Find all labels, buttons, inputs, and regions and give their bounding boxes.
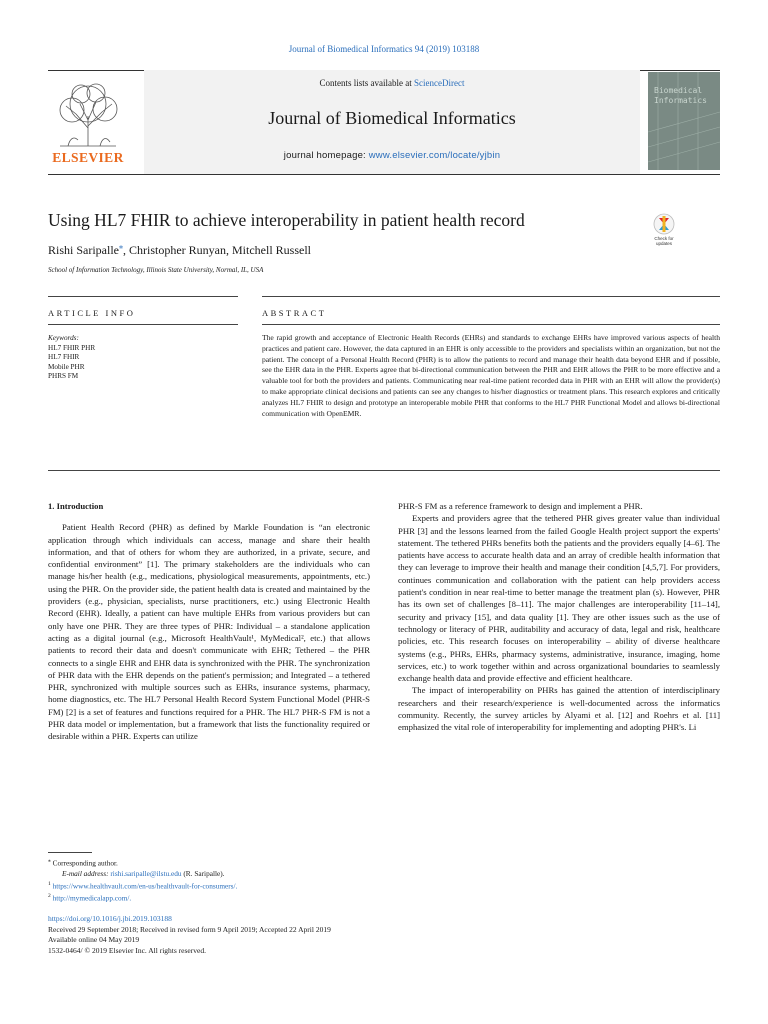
email-label: E-mail address: xyxy=(62,868,111,878)
journal-citation[interactable]: Journal of Biomedical Informatics 94 (2019) 103188 xyxy=(288,44,480,54)
corresponding-footnote-mark: ⁎ xyxy=(48,858,51,864)
contents-prefix: Contents lists available at xyxy=(319,78,414,88)
author-name[interactable]: Mitchell Russell xyxy=(232,243,311,257)
corresponding-author-text: Corresponding author. xyxy=(52,858,118,868)
journal-masthead xyxy=(144,70,640,174)
corresponding-author-footnote xyxy=(48,856,378,869)
corresponding-author-mark[interactable]: ⁎ xyxy=(119,242,123,251)
article-info-top-rule xyxy=(48,296,238,297)
homepage-link[interactable]: www.elsevier.com/locate/yjbin xyxy=(368,150,501,161)
footnote-1 xyxy=(48,879,378,892)
journal-cover-thumbnail[interactable] xyxy=(648,72,720,170)
journal-header xyxy=(48,70,720,174)
abstract-top-rule xyxy=(262,296,720,297)
cover-title: Biomedical Informatics xyxy=(654,86,707,105)
homepage-label: journal homepage: xyxy=(283,150,369,161)
doi-link[interactable]: https://doi.org/10.1016/j.jbi.2019.103188 xyxy=(48,914,172,923)
footnote-2-mark: 2 xyxy=(48,893,51,900)
footnote-1-mark: 1 xyxy=(48,880,51,887)
abstract-bottom-rule xyxy=(48,470,720,471)
article-info-mid-rule xyxy=(48,324,238,325)
keywords-label: Keywords: xyxy=(48,334,79,342)
keyword-item: Mobile PHR xyxy=(48,362,85,371)
article-title: Using HL7 FHIR to achieve interoperability in patient health record xyxy=(48,210,525,230)
footnote-2 xyxy=(48,891,378,904)
body-paragraph: PHR-S FM as a reference framework to design and implement a PHR. xyxy=(398,501,643,511)
keyword-item: HL7 FHIR PHR xyxy=(48,343,96,352)
author-name[interactable]: Rishi Saripalle xyxy=(48,243,119,257)
footnotes-block xyxy=(48,856,378,904)
online-date: Available online 04 May 2019 xyxy=(48,935,140,944)
abstract-heading: ABSTRACT xyxy=(262,308,327,318)
crossmark-label: Check for updates xyxy=(654,236,674,246)
author-name[interactable]: Christopher Runyan xyxy=(129,243,226,257)
publication-info xyxy=(48,914,448,956)
abstract-text: The rapid growth and acceptance of Electronic Health Records (EHRs) and standards to exchange EHRs have improved various aspects of health practices and patient care. However, the data captured in an EHR is only accessible to the providers and specialists within an organization, but not the patient. The concept of a Personal Health Record (PHR) is to allow the patients to record and manage their health data beyond EHR and if possible, see the EHR data in the PHR. Experts agree that bi-directional communication between the PHR and EHR allows the PHR to be more effective and a valuable tool for both the providers and patients. Communicating near real-time patient recorded data in PHR with an EHR will allow the provider(s) to make appropriate clinical decisions and patients can see any changes to his/her diagnostics or treatment plans. This research explores and critically analyzes HL7 FHIR to design and prototype an interoperable mobile PHR that conforms to the HL7 PHR Functional Model and allows bi-directional communication with OpenEMR. xyxy=(262,333,720,418)
keyword-item: PHRS FM xyxy=(48,372,79,380)
author-list: Rishi Saripalle⁎, Christopher Runyan, Mitchell Russell xyxy=(48,242,311,257)
publication-dates: Received 29 September 2018; Received in revised form 9 April 2019; Accepted 22 April 2019 xyxy=(48,924,331,934)
keywords-block xyxy=(48,334,238,382)
journal-homepage xyxy=(144,150,640,161)
email-link[interactable]: rishi.saripalle@ilstu.edu xyxy=(110,868,182,878)
body-paragraph: The impact of interoperability on PHRs has gained the attention of interdisciplinary researchers and their research/experience is well-documented across the informatics community. Recently, the survey articles by Alyami et al. [12] and Roehrs et al. [11] emphasized the vital role of interoperability for implementing and adopting PHR's. Li xyxy=(398,685,720,733)
body-paragraph: Patient Health Record (PHR) as defined by Markle Foundation is “an electronic application through which individuals can access, manage and share their health information, and that of others for whom they are authorized, in a private, secure, and confidential environment” [1]. The primary stakeholders are the individuals who can manage his/her health (e.g., medications, physiological measurements, appointments, etc.) using the PHR. On the provider side, the patient health data is created and maintained by the providers (e.g., physician, specialists, nurse practitioners, etc.) using Electronic Health Record (EHR). Ideally, a patient can have multiple EHRs from various providers but can only have one PHR. They are three types of PHR: Individual – a standalone application acting as a digital journal (e.g., Microsoft HealthVault¹, MyMedical², etc.) that allows patients to record their data and doesn't communicate with EHR; Tethered – the PHR connects to a single EHR and EHR data is synchronized with the PHR. The synchronization of PHR data with the EHR depends on the patient's permission; and Integrated – a tethered PHR, synchronized with multiple sources such as EHRs, insurance systems, pharmacy, home diagnostics, etc. The HL7 Personal Health Record System Functional Model (PHR-S FM) [2] is a set of features and functions required for a PHR. The HL7 PHR-S FM is not a PHR data model or implementation, but a framework that lists the functionality required or desirable within a PHR. Experts can utilize xyxy=(48,522,370,742)
footnote-rule xyxy=(48,852,92,853)
journal-title: Journal of Biomedical Informatics xyxy=(268,108,516,128)
header-bottom-rule xyxy=(48,174,720,175)
copyright-line: 1532-0464/ © 2019 Elsevier Inc. All rights reserved. xyxy=(48,945,206,955)
author-affiliation: School of Information Technology, Illinois State University, Normal, IL, USA xyxy=(48,266,264,274)
abstract-mid-rule xyxy=(262,324,720,325)
article-info-heading: ARTICLE INFO xyxy=(48,308,136,318)
body-left-column xyxy=(48,500,370,743)
crossmark-icon[interactable] xyxy=(646,212,682,252)
email-footnote xyxy=(48,869,378,879)
body-right-column xyxy=(398,500,720,734)
footnote-2-link[interactable]: http://mymedicalapp.com/. xyxy=(52,893,132,903)
email-suffix: (R. Saripalle). xyxy=(181,868,225,878)
keyword-item: HL7 FHIR xyxy=(48,353,80,361)
section-heading-introduction: 1. Introduction xyxy=(48,501,104,511)
footnote-1-link[interactable]: https://www.healthvault.com/en-us/healthvault-for-consumers/. xyxy=(52,881,238,891)
contents-line xyxy=(144,78,640,88)
publisher-wordmark: ELSEVIER xyxy=(52,150,124,165)
body-paragraph: Experts and providers agree that the tethered PHR gives greater value than individual PHR [3] and the lessons learned from the failed Google Health project support the experts' statement. The tethered PHRs benefits both the patients and the providers equally [4–6]. The patients have access to accurate health data and an array of credible health information that they can leverage to improve their health and manage their condition [4,5,7]. For providers, continues communication and collaboration with the patient can help providers access patient's condition in near real-time to better manage the treatment plan (s). However, PHR has its own set of challenges [8–11]. The major challenges are interoperability [11–14], security and privacy [15], and data quality [1]. They are other issues such as the use of technology or literacy of PHR, auditability and accuracy of data, legal and risk, healthcare policies, etc. This research focuses on interoperability – ability of diverse healthcare systems (e.g., PHRs, EHRs, pharmacy systems, administrative, insurance, imaging, home services, etc.) to work together within and across organizational boundaries to seamlessly exchange health data and provide effective and efficient healthcare. xyxy=(398,513,720,684)
sciencedirect-link[interactable]: ScienceDirect xyxy=(414,78,465,88)
